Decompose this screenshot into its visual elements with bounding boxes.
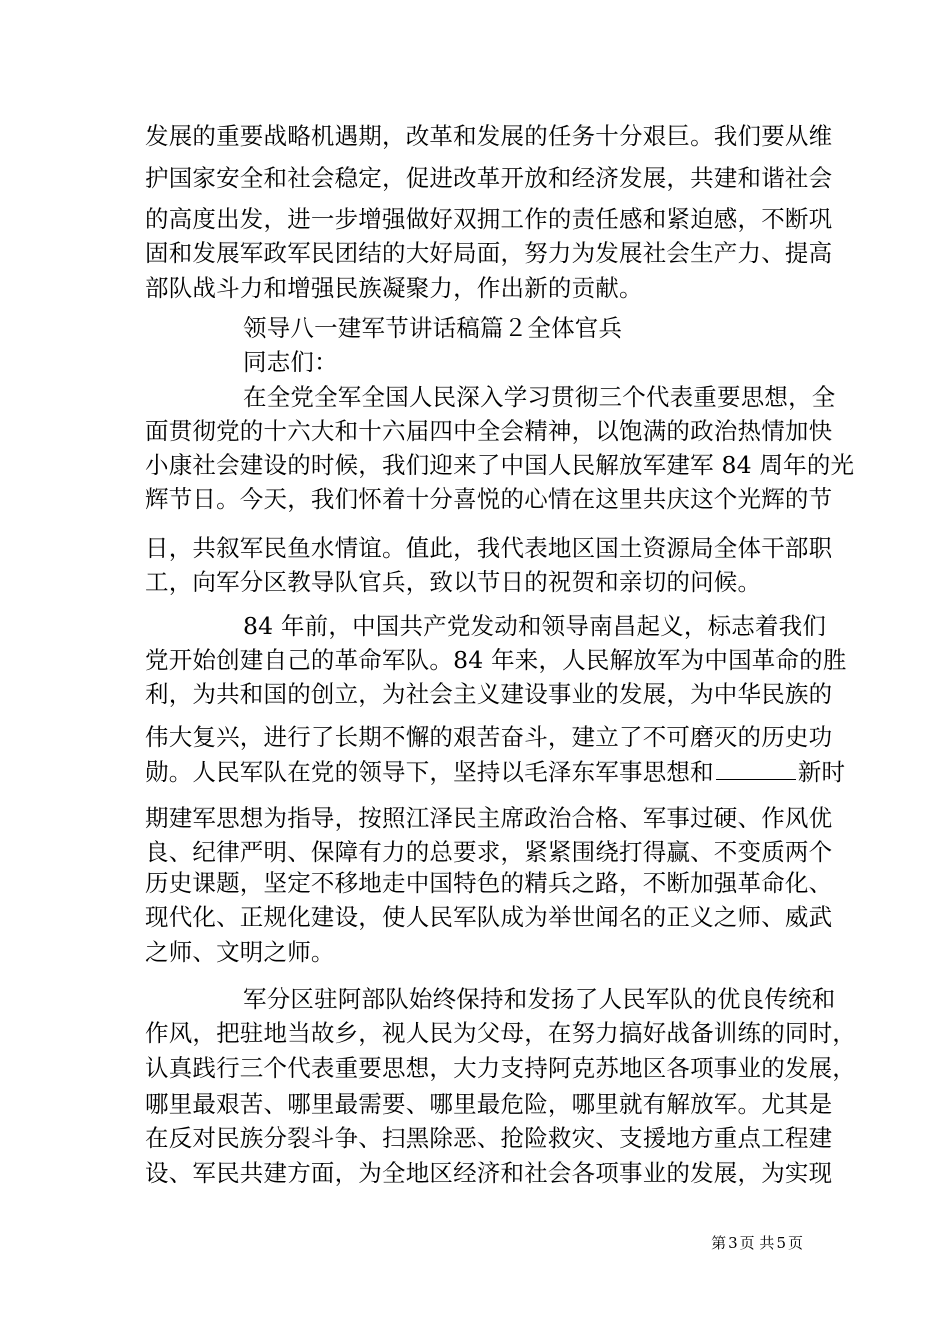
paragraph-line: 认真践行三个代表重要思想，大力支持阿克苏地区各项事业的发展， <box>145 1054 856 1082</box>
footer-prefix: 第 <box>711 1234 727 1252</box>
total-page-number: 5 <box>776 1234 786 1252</box>
paragraph-line: 利，为共和国的创立，为社会主义建设事业的发展，为中华民族的 <box>145 680 833 708</box>
paragraph-line: 期建军思想为指导，按照江泽民主席政治合格、军事过硬、作风优 <box>145 804 833 832</box>
paragraph-line: 日，共叙军民鱼水情谊。值此，我代表地区国土资源局全体干部职 <box>145 534 833 562</box>
paragraph-line: 辉节日。今天，我们怀着十分喜悦的心情在这里共庆这个光辉的节 <box>145 485 833 513</box>
paragraph-line: 伟大复兴，进行了长期不懈的艰苦奋斗，建立了不可磨灭的历史功 <box>145 723 833 751</box>
paragraph-line: 在全党全军全国人民深入学习贯彻三个代表重要思想，全 <box>243 383 836 411</box>
section-heading: 领导八一建军节讲话稿篇２全体官兵 <box>243 314 623 342</box>
paragraph-line: 84 年前，中国共产党发动和领导南昌起义，标志着我们 <box>243 612 827 640</box>
paragraph-line: 工，向军分区教导队官兵，致以节日的祝贺和亲切的问候。 <box>145 568 762 596</box>
paragraph-line: 作风，把驻地当故乡，视人民为父母，在努力搞好战备训练的同时， <box>145 1019 856 1047</box>
paragraph-line: 党开始创建自己的革命军队。84 年来，人民解放军为中国革命的胜 <box>145 646 847 674</box>
paragraph-line: 哪里最艰苦、哪里最需要、哪里最危险，哪里就有解放军。尤其是 <box>145 1090 833 1118</box>
paragraph-line: 发展的重要战略机遇期，改革和发展的任务十分艰巨。我们要从维 <box>145 122 833 150</box>
current-page-number: 3 <box>728 1234 738 1252</box>
paragraph-line: 护国家安全和社会稳定，促进改革开放和经济发展，共建和谐社会 <box>145 164 833 192</box>
paragraph-line: 小康社会建设的时候，我们迎来了中国人民解放军建军 84 周年的光 <box>145 451 855 479</box>
paragraph-line: 设、军民共建方面，为全地区经济和社会各项事业的发展，为实现 <box>145 1159 833 1187</box>
paragraph-text: 勋。人民军队在党的领导下，坚持以毛泽东军事思想和 <box>145 758 714 786</box>
paragraph-line-with-blank <box>145 755 845 789</box>
paragraph-line: 现代化、正规化建设，使人民军队成为举世闻名的正义之师、威武 <box>145 903 833 931</box>
paragraph-line: 的高度出发，进一步增强做好双拥工作的责任感和紧迫感，不断巩 <box>145 205 833 233</box>
paragraph-text: 新时 <box>797 758 846 786</box>
paragraph-line: 良、纪律严明、保障有力的总要求，紧紧围绕打得赢、不变质两个 <box>145 838 833 866</box>
paragraph-line: 在反对民族分裂斗争、扫黑除恶、抢险救灾、支援地方重点工程建 <box>145 1124 833 1152</box>
paragraph-line: 之师、文明之师。 <box>145 938 335 966</box>
paragraph-line: 固和发展军政军民团结的大好局面，努力为发展社会生产力、提高 <box>145 239 833 267</box>
page-number-footer <box>710 1233 804 1253</box>
footer-suffix: 页 <box>787 1234 803 1252</box>
fill-in-blank <box>716 757 796 780</box>
paragraph-line: 历史课题，坚定不移地走中国特色的精兵之路，不断加强革命化、 <box>145 869 833 897</box>
paragraph-line: 部队战斗力和增强民族凝聚力，作出新的贡献。 <box>145 274 643 302</box>
footer-middle: 页 共 <box>739 1234 775 1252</box>
salutation: 同志们： <box>243 348 338 376</box>
paragraph-line: 军分区驻阿部队始终保持和发扬了人民军队的优良传统和 <box>243 985 836 1013</box>
paragraph-line: 面贯彻党的十六大和十六届四中全会精神，以饱满的政治热情加快 <box>145 417 833 445</box>
